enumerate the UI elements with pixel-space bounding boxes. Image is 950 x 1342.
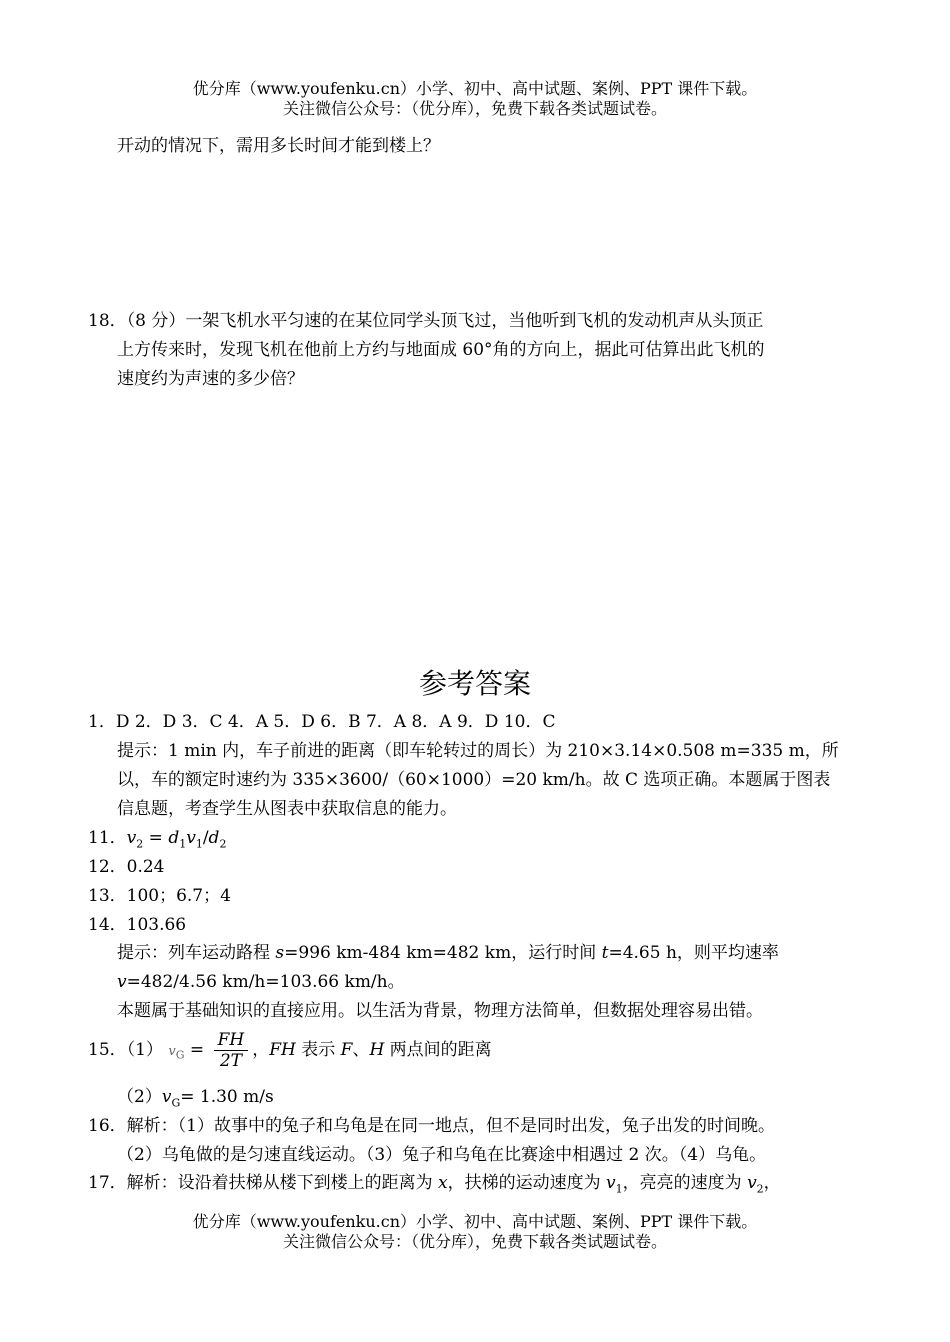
hint1-line-3: 信息题，考查学生从图表中获取信息的能力。 <box>117 799 457 819</box>
hint14-line-1: 提示：列车运动路程 s=996 km-484 km=482 km，运行时间 t=4.65 h，则平均速率 <box>117 943 779 963</box>
hint1-line-1: 提示：1 min 内，车子前进的距离（即车轮转过的周长）为 210×3.14×0.508 m=335 m，所 <box>117 741 839 761</box>
footer-line-2: 关注微信公众号：（优分库），免费下载各类试题试卷。 <box>282 1232 667 1251</box>
answer-15-fraction: $\frac{FH}{2T}$ <box>214 1030 249 1071</box>
answer-11: 11．$v_2 = d_1v_1/d_2$ <box>88 828 227 851</box>
answer-15-1: 15．（1） $v_G$ = $\frac{FH}{2T}$ ，FH 表示 F、H 两点间的距离 <box>88 1030 492 1071</box>
q18-line-3: 速度约为声速的多少倍？ <box>117 369 304 389</box>
answer-15-2: $(2)v_G= 1.30$ m/s <box>117 1087 274 1110</box>
header-line-2: 关注微信公众号：（优分库），免费下载各类试题试卷。 <box>282 99 667 118</box>
answer-16-line-1: 16．解析：（1）故事中的兔子和乌龟是在同一地点，但不是同时出发，兔子出发的时间晚。 <box>88 1116 775 1136</box>
hint14-line-2: v=482/4.56 km/h=103.66 km/h。 <box>117 972 405 992</box>
answer-14: 14．103.66 <box>88 915 187 935</box>
q18-line-2: 上方传来时，发现飞机在他前上方约与地面成 60°角的方向上，据此可估算出此飞机的 <box>117 340 765 360</box>
answers-title: 参考答案 <box>418 667 531 700</box>
hint14-line-3: 本题属于基础知识的直接应用。以生活为背景，物理方法简单，但数据处理容易出错。 <box>117 1001 763 1021</box>
answer-13: 13．100；6.7；4 <box>88 886 231 906</box>
answer-17-line-1: 17．解析：设沿着扶梯从楼下到楼上的距离为 x，扶梯的运动速度为 $v_1$，亮亮的速度为 $v_2$， <box>88 1173 781 1196</box>
answer-12: 12．0.24 <box>88 857 165 877</box>
q17-continuation: 开动的情况下，需用多长时间才能到楼上？ <box>117 136 440 156</box>
header-line-1: 优分库（www.youfenku.cn）小学、初中、高中试题、案例、PPT 课件下载。 <box>192 79 758 98</box>
q18-line-1: 18．（8 分）一架飞机水平匀速的在某位同学头顶飞过，当他听到飞机的发动机声从头顶正 <box>88 311 764 331</box>
footer-line-1: 优分库（www.youfenku.cn）小学、初中、高中试题、案例、PPT 课件下载。 <box>192 1212 758 1231</box>
answer-16-line-2: （2）乌龟做的是匀速直线运动。（3）兔子和乌龟在比赛途中相遇过 2 次。（4）乌龟。 <box>117 1145 767 1165</box>
hint1-line-2: 以，车的额定时速约为 335×3600/（60×1000）=20 km/h。故 C 选项正确。本题属于图表 <box>117 770 831 790</box>
answers-1-10: 1．D 2．D 3．C 4．A 5．D 6．B 7．A 8．A 9．D 10．C <box>88 712 556 732</box>
